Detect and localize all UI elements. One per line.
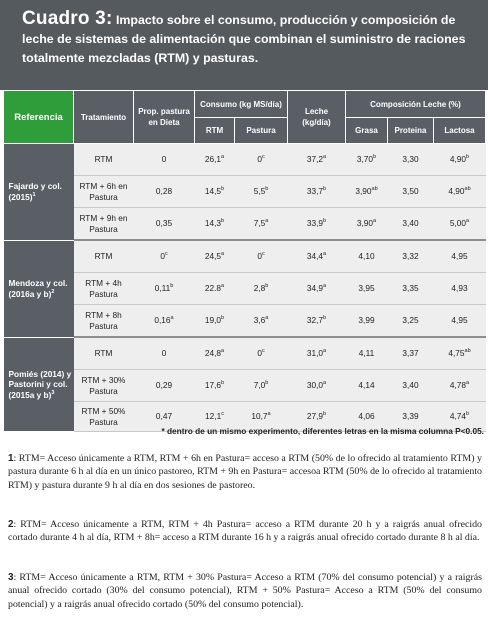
significance-letter: b <box>221 186 225 193</box>
table-row <box>4 273 486 305</box>
significance-letter: b <box>466 154 470 161</box>
cell-tratamiento <box>74 402 134 432</box>
significance-letter: c <box>164 251 168 258</box>
significance-letter: b <box>265 283 269 290</box>
cell-value: 26,1 <box>204 154 222 164</box>
referencia-text: Fajardo y col. (2015) <box>8 181 62 202</box>
cell-value: 34,4 <box>306 251 324 261</box>
cell-proteina <box>388 337 434 370</box>
cell-leche <box>288 208 346 241</box>
cell-prop-pastura <box>134 240 195 273</box>
header-leche: Leche (kg/día) <box>288 91 346 144</box>
footnote-text: : RTM= Acceso únicamente a RTM, RTM + 4h Pastura= acceso a RTM durante 20 h y a raigrás anual ofrecido cortado durante 4 h al día, RTM + 8h= acceso a RTM durante 16 h y a raigrás anual ofrecido cortado durante 8 h al día. <box>8 519 482 544</box>
table-row <box>4 240 486 273</box>
cell-tratamiento <box>74 208 134 241</box>
cell-rtm <box>195 305 235 338</box>
significance-letter: b <box>221 380 225 387</box>
cell-value: 31,0 <box>306 348 324 358</box>
cell-proteina <box>388 273 434 305</box>
footnote-marker: 2 <box>51 288 55 295</box>
significance-letter: b <box>323 218 327 225</box>
cell-value: 3,50 <box>402 186 419 196</box>
footnote-text: : RTM= Acceso únicamente a RTM, RTM + 6h en Pastura= acceso a RTM (50% de lo ofrecido al tratamiento RTM) y pastura durante 6 h al día en un único pastoreo, RTM + 9h en Pastura= accesoa RTM (50% de lo ofrecido al tratamiento RTM) y pastura durante 9 h al día en dos sesiones de pastoreo. <box>8 453 482 491</box>
cell-lactosa <box>434 273 486 305</box>
cell-rtm <box>195 144 235 176</box>
cell-leche <box>288 240 346 273</box>
table-row <box>4 144 486 176</box>
cell-value: RTM + 4h Pastura <box>85 277 122 299</box>
significance-letter: b <box>221 218 225 225</box>
significance-letter: b <box>265 380 269 387</box>
cell-value: 4,95 <box>451 315 468 325</box>
cell-value: 3,32 <box>402 251 419 261</box>
significance-letter: a <box>323 154 327 161</box>
cell-value: 0,35 <box>155 218 173 228</box>
cell-leche <box>288 337 346 370</box>
cell-value: 27,9 <box>306 411 324 421</box>
footnote-2 <box>8 518 482 545</box>
cell-value: 24,5 <box>204 251 222 261</box>
cell-prop-pastura <box>134 370 195 402</box>
title-bar <box>0 0 488 90</box>
cell-value: 0 <box>257 348 262 358</box>
cell-prop-pastura <box>134 144 195 176</box>
significance-letter: a <box>267 411 271 418</box>
header-proteina: Proteina <box>388 118 434 144</box>
cell-lactosa <box>434 305 486 338</box>
significance-letter: b <box>170 283 174 290</box>
cell-grasa <box>346 144 388 176</box>
cell-leche <box>288 273 346 305</box>
cell-rtm <box>195 273 235 305</box>
cell-lactosa <box>434 240 486 273</box>
cell-prop-pastura <box>134 273 195 305</box>
cell-rtm <box>195 208 235 241</box>
significance-letter: ab <box>464 348 471 355</box>
cell-value: 17,6 <box>204 380 222 390</box>
significance-letter: b <box>466 411 470 418</box>
cell-value: 0 <box>161 154 167 164</box>
cell-value: 4,78 <box>449 380 467 390</box>
header-pastura: Pastura <box>235 118 288 144</box>
cell-value: 3,25 <box>402 315 419 325</box>
cell-value: 4,93 <box>451 283 468 293</box>
cell-value: RTM <box>94 251 113 261</box>
cell-referencia <box>4 240 74 337</box>
cell-value: 0,29 <box>155 380 173 390</box>
cell-value: 3,90 <box>355 186 372 196</box>
cell-value: 33,7 <box>306 186 324 196</box>
cell-value: RTM <box>94 348 113 358</box>
cell-value: 0 <box>257 154 262 164</box>
cell-value: RTM + 9h en Pastura <box>79 212 128 234</box>
cell-value: 4,11 <box>358 348 375 358</box>
cell-proteina <box>388 208 434 241</box>
cell-value: 3,37 <box>402 348 419 358</box>
cell-prop-pastura <box>134 176 195 208</box>
cell-value: 3,30 <box>402 154 419 164</box>
referencia-text: Pomiés (2014) y Pastorini y col. (2015a y b) <box>8 368 72 400</box>
cell-grasa <box>346 208 388 241</box>
cell-referencia <box>4 337 74 432</box>
significance-letter: a <box>373 218 377 225</box>
cell-grasa <box>346 370 388 402</box>
cell-value: 0,16 <box>154 315 171 325</box>
cell-proteina <box>388 144 434 176</box>
cell-proteina <box>388 370 434 402</box>
significance-letter: a <box>265 218 269 225</box>
title-text: Impacto sobre el consumo, producción y composición de leche de sistemas de alimentación que combinan el suministro de raciones totalmente mezcladas (RTM) y pasturas. <box>22 13 466 65</box>
cell-rtm <box>195 176 235 208</box>
footnote-marker: 3 <box>51 389 55 396</box>
table-row <box>4 370 486 402</box>
cell-value: 12,1 <box>205 411 222 421</box>
referencia-text: Mendoza y col. (2016a y b) <box>8 278 68 299</box>
cell-leche <box>288 176 346 208</box>
cell-leche <box>288 144 346 176</box>
cell-prop-pastura <box>134 208 195 241</box>
cell-value: 3,6 <box>253 315 266 325</box>
significance-letter: a <box>466 380 470 387</box>
cell-value: RTM + 50% Pastura <box>81 405 126 427</box>
significance-letter: a <box>323 251 327 258</box>
cell-value: 14,3 <box>204 218 222 228</box>
cell-leche <box>288 305 346 338</box>
footnote-number: 2 <box>8 519 14 530</box>
cell-value: 4,95 <box>451 251 468 261</box>
significance-letter: c <box>261 251 265 258</box>
header-consumo: Consumo (kg MS/día) <box>195 91 288 118</box>
cell-value: 3,40 <box>402 380 419 390</box>
cell-lactosa <box>434 337 486 370</box>
cell-tratamiento <box>74 305 134 338</box>
header-prop-pastura: Prop. pastura en Dieta <box>134 91 195 144</box>
cell-value: 4,90 <box>448 186 465 196</box>
footnote-text: : RTM= Acceso únicamente a RTM, RTM + 30% Pastura= Acceso a RTM (70% del consumo potencial) y a raigrás anual ofrecido cortado (30% del consumo potencial), RTM + 50% Pastura= Acceso a RTM (50% del consumo potencial) y a raigrás anual ofrecido cortado (50% del consumo potencial). <box>8 572 482 610</box>
cell-proteina <box>388 240 434 273</box>
cell-value: 33,9 <box>306 218 324 228</box>
cell-value: 24,8 <box>204 348 222 358</box>
significance-letter: a <box>323 348 327 355</box>
cell-leche <box>288 370 346 402</box>
header-tratamiento: Tratamiento <box>74 91 134 144</box>
cell-value: 3,99 <box>358 315 375 325</box>
cell-value: RTM + 8h Pastura <box>85 309 122 331</box>
cell-pastura <box>235 370 288 402</box>
header-composicion: Composición Leche (%) <box>346 91 486 118</box>
cell-lactosa <box>434 144 486 176</box>
cell-pastura <box>235 208 288 241</box>
cell-tratamiento <box>74 240 134 273</box>
header-lactosa: Lactosa <box>434 118 486 144</box>
cell-value: 0 <box>160 251 165 261</box>
cell-value: RTM <box>94 154 113 164</box>
cell-grasa <box>346 337 388 370</box>
cell-grasa <box>346 305 388 338</box>
cell-value: 32,7 <box>306 315 324 325</box>
cell-prop-pastura <box>134 305 195 338</box>
cell-grasa <box>346 273 388 305</box>
cell-value: RTM + 30% Pastura <box>81 374 126 396</box>
cell-tratamiento <box>74 273 134 305</box>
cell-pastura <box>235 176 288 208</box>
cell-tratamiento <box>74 370 134 402</box>
cell-tratamiento <box>74 337 134 370</box>
cell-grasa <box>346 176 388 208</box>
cell-grasa <box>346 240 388 273</box>
table-row <box>4 176 486 208</box>
significance-letter: a <box>221 154 225 161</box>
cell-value: 19,0 <box>204 315 222 325</box>
cell-rtm <box>195 240 235 273</box>
cell-value: 4,90 <box>449 154 467 164</box>
title-label: Cuadro 3: <box>22 8 113 29</box>
significance-letter: b <box>373 154 377 161</box>
footnote-number: 3 <box>8 572 14 583</box>
significance-letter: b <box>265 186 269 193</box>
cell-value: 7,5 <box>253 218 266 228</box>
significance-letter: a <box>265 315 269 322</box>
significance-letter: b <box>221 315 225 322</box>
cell-value: 3,35 <box>402 283 419 293</box>
significance-letter: ab <box>464 186 471 193</box>
table-body <box>4 144 486 432</box>
cell-rtm <box>195 337 235 370</box>
cell-value: 3,95 <box>358 283 375 293</box>
cell-value: RTM + 6h en Pastura <box>79 180 128 202</box>
cell-lactosa <box>434 176 486 208</box>
significance-letter: a <box>170 315 174 322</box>
cell-value: 0,11 <box>154 283 171 293</box>
significance-letter: a <box>221 283 225 290</box>
table-title <box>22 9 478 68</box>
cell-value: 2,8 <box>253 283 266 293</box>
cell-tratamiento <box>74 176 134 208</box>
cell-value: 0,28 <box>155 186 173 196</box>
header-referencia: Referencia <box>4 91 74 144</box>
significance-letter: a <box>323 380 327 387</box>
cell-value: 3,39 <box>402 411 419 421</box>
significance-letter: b <box>323 411 327 418</box>
cell-value: 4,10 <box>358 251 375 261</box>
significance-letter: a <box>466 218 470 225</box>
cell-prop-pastura <box>134 337 195 370</box>
cell-value: 14,5 <box>204 186 222 196</box>
cell-proteina <box>388 176 434 208</box>
cell-lactosa <box>434 208 486 241</box>
cell-value: 5,5 <box>253 186 266 196</box>
cell-pastura <box>235 273 288 305</box>
significance-letter: a <box>221 348 225 355</box>
footnote-number: 1 <box>8 453 14 464</box>
cell-value: 7,0 <box>253 380 266 390</box>
cell-referencia <box>4 144 74 241</box>
significance-letter: a <box>221 251 225 258</box>
cell-proteina <box>388 305 434 338</box>
significance-letter: c <box>221 411 224 418</box>
cell-pastura <box>235 305 288 338</box>
cell-lactosa <box>434 370 486 402</box>
cell-value: 5,00 <box>449 218 467 228</box>
cell-value: 3,40 <box>402 218 419 228</box>
cell-value: 3,90 <box>356 218 374 228</box>
significance-letter: b <box>323 186 327 193</box>
table-row <box>4 337 486 370</box>
cell-pastura <box>235 144 288 176</box>
cell-value: 4,75 <box>448 348 465 358</box>
cell-value: 0 <box>257 251 262 261</box>
cell-pastura <box>235 240 288 273</box>
cell-value: 0,47 <box>155 411 173 421</box>
cell-value: 37,2 <box>306 154 324 164</box>
significance-letter: c <box>261 154 265 161</box>
cell-value: 4,14 <box>358 380 375 390</box>
cell-value: 30,0 <box>306 380 324 390</box>
footnote-3 <box>8 571 482 611</box>
cell-value: 4,06 <box>358 411 375 421</box>
cell-rtm <box>195 370 235 402</box>
significance-letter: ab <box>371 186 378 193</box>
significance-letter: c <box>261 348 265 355</box>
header-rtm: RTM <box>195 118 235 144</box>
footnote-1 <box>8 452 482 492</box>
cell-value: 10,7 <box>251 411 268 421</box>
significance-letter: a <box>323 283 327 290</box>
footnote-marker: 1 <box>32 191 36 198</box>
cell-value: 3,70 <box>356 154 374 164</box>
table-row <box>4 208 486 241</box>
results-table <box>3 90 486 432</box>
cell-value: 4,74 <box>449 411 467 421</box>
table-row <box>4 305 486 338</box>
cell-value: 22.8 <box>204 283 222 293</box>
cell-pastura <box>235 337 288 370</box>
table-note: * dentro de un mismo experimento, diferentes letras en la misma columna P<0.05. <box>161 426 484 436</box>
cell-value: 0 <box>161 348 167 358</box>
cell-tratamiento <box>74 144 134 176</box>
header-grasa: Grasa <box>346 118 388 144</box>
cell-value: 34,9 <box>306 283 324 293</box>
significance-letter: b <box>323 315 327 322</box>
